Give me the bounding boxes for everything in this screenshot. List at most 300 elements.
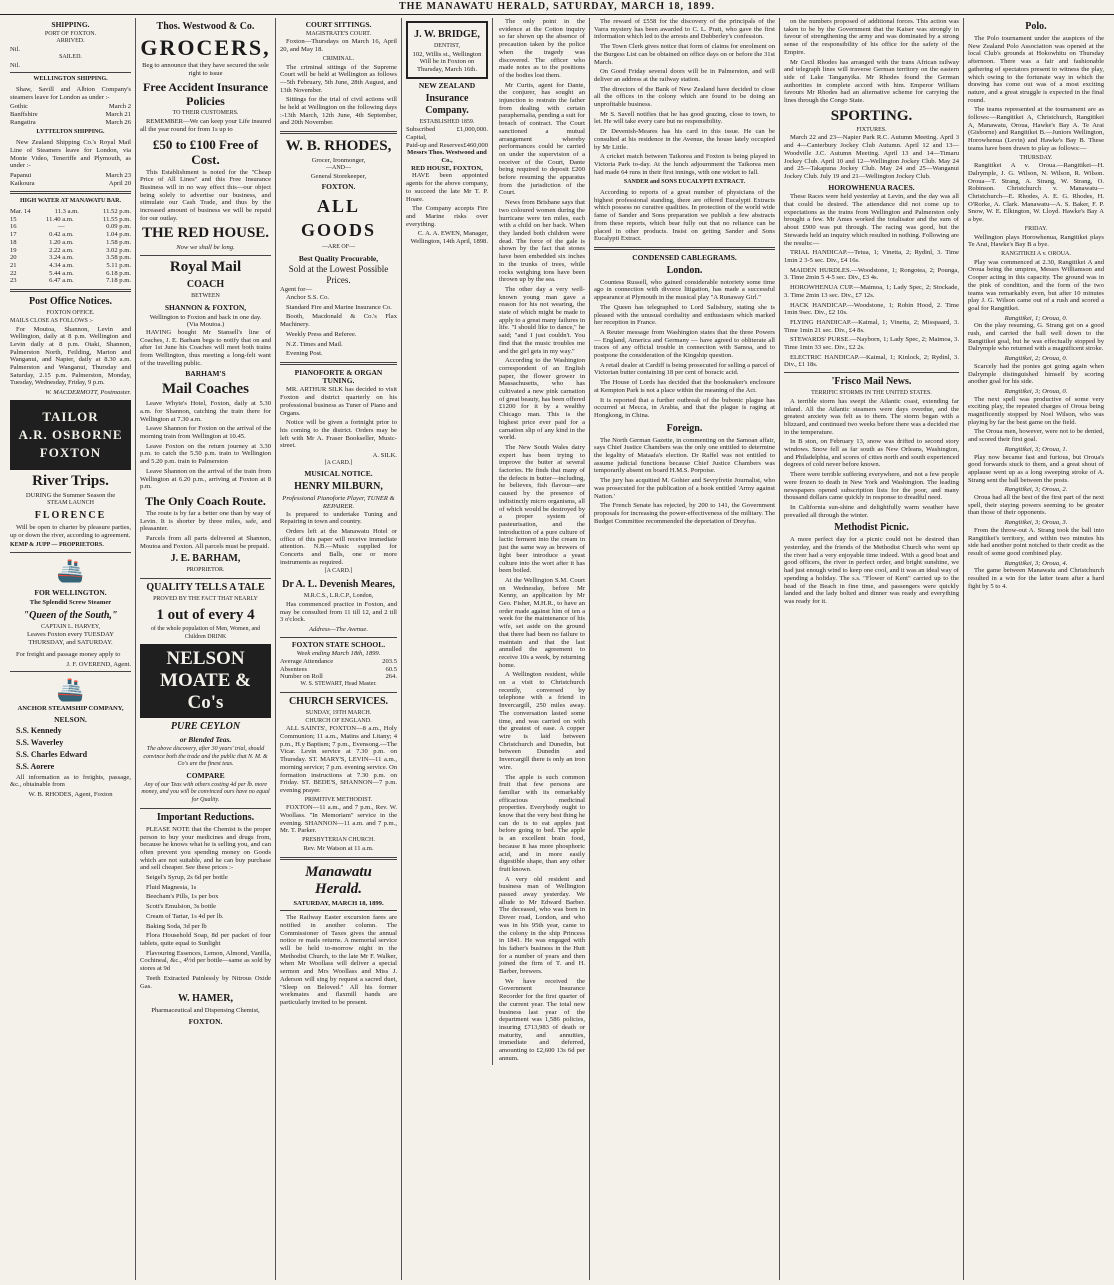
table-row (10, 277, 131, 285)
royal-mail-heading: Royal Mail (169, 259, 242, 276)
score-paragraph: The next spell was productive of some very exciting play, the repeated charges of Oroua being magnificently stopped by Noel Wilson, who was playing by far the best game on the field. (968, 395, 1104, 426)
horowhenua-text: These Races were held yesterday at Levin, and the day was all that could be desired. The attendance did not come up to expectations as the trains from Wellington and Palmerston only brought a few. Mr Ames worked the totalisator and the sum of about £900 was put through. The racing was good, but the Stewards held an inquiry which resulted in nothing. Following are the results:— (784, 193, 959, 247)
post-office-heading: Post Office Notices. (28, 296, 113, 308)
agent-for: Agent for— (280, 286, 313, 294)
postmaster: W. MACDERMOTT, Postmaster. (45, 389, 131, 397)
table-cell: 16 (10, 223, 17, 231)
establishment-text: This Establishment is noted for the "Cheap Price of All Lines" and this Free Insurance Business will in no way effect this—our object being solely to advertise our business, and stimulate our Cash Trade, and thus by the increased amount of business we will be repaid for our outlay. (140, 168, 271, 222)
table-row (10, 119, 131, 127)
list-item: Dr Devenish-Meares has his card in this issue. He can be consulted at his residence in the Avenue, the house lately occupied by Mr Little. (594, 128, 775, 151)
mail-coaches-text-3: Leave Foxton on the return journey at 3.30 p.m. to catch the 5.50 p.m. train to Wellington and 5.20 p.m. train to Palmerston (140, 442, 271, 466)
column-7 (964, 18, 1108, 1280)
thursday-text: Rangitikei A v. Oroua.—Rangitikei—H. Dalrymple, J. G. Wilson, N. Wilson, R. Wilson. Oroua—T. Strang, A. Strang, W. Strang, O. Robinson. Christchurch v. Manawatu—Christchurch—E. Rhodes, A. E. G. Rhodes, H. O'Rorke, A. Clark. Manawatu—A. S. Baker, F. P. Snow, W. E. Elkington, W. Lloyd. Hawke's Bay A a bye. (968, 162, 1104, 224)
river-trips-text: DURING the Summer Season the (25, 491, 116, 499)
please-note-text: PLEASE NOTE that the Chemist is the proper person to buy your medicines and drugs from, because he knows what he is selling you, and can often prevent you spending money on Goods which are not suitable, and he can buy purchase and sell cheaper. See these prices :- (140, 825, 271, 872)
westwood-firm: Thos. Westwood & Co. (156, 21, 255, 32)
frisco-heading: 'Frisco Mail News. (831, 376, 912, 388)
wellington-shipping-list (10, 103, 131, 126)
list-item: A retail dealer at Cardiff is being prosecuted for selling a parcel of Victorian butter containing 18 per cent of boracic acid. (594, 361, 775, 377)
column-4 (402, 18, 590, 1280)
list-item: There were terrible suffering everywhere, and not a few people were frozen to death in New York and Washington. The leading newspapers opened subscription lists for the poor, and many thousand dollars came quickly in response to dreadful need. (784, 471, 959, 502)
fixtures-heading: FIXTURES. (856, 126, 887, 133)
score-paragraph: Play now became fast and furious, but Oroua's good forwards stuck to them, and a great shout of applause went up as a long sweeping stroke of A. Strang sent the ball between the posts. (968, 453, 1104, 484)
masthead: THE MANAWATU HERALD, SATURDAY, MARCH 18, 1899. (0, 0, 1114, 15)
grocers-heading: GROCERS, (140, 35, 271, 60)
column-6 (780, 18, 964, 1280)
kemp-jupp: KEMP & JUPP — PROPRIETORS. (10, 541, 104, 548)
table-row (10, 247, 131, 255)
list-item: In California sun-shine and delightfully warm weather have prevailed all through the winter. (784, 503, 959, 519)
compare-text: Any of our Teas with others costing 4d per lb. more money, and you will be convinced ours have no equal for Quality. (141, 781, 270, 804)
devenish-address: Address—The Avenue. (309, 625, 368, 633)
list-item: The only point in the evidence at the Cotton inquiry so far shown up the absence of precaution taken by the police when the tragedy was discovered. The officer who made notes as to the positions of the bodies lost them. (499, 18, 585, 79)
table-cell: Gothic (10, 103, 28, 111)
sailed-heading: SAILED. (59, 53, 82, 60)
between-label: BETWEEN (191, 293, 220, 300)
insurance-amount: £50 to £100 Free of Cost. (152, 136, 259, 167)
chemist-role: Pharmaceutical and Dispensing Chemist, (151, 1007, 260, 1015)
tea-text: The above discovery, after 30 years' trial, should convince both the trade and the public that N. M. & Co's are the finest teas. (143, 745, 268, 768)
silk-signature: A. SILK. (372, 452, 397, 460)
newspaper-page (6, 18, 1108, 1280)
table-cell: 0.09 p.m. (106, 223, 131, 231)
piano-heading: PIANOFORTE & ORGAN TUNING. (294, 367, 383, 385)
frisco-news (784, 398, 959, 520)
table-row (10, 254, 131, 262)
established: ESTABLISHED 1859. (419, 118, 475, 125)
table-cell: April 20 (108, 179, 131, 187)
list-item: STEWARDS' PURSE.—Nayborn, 1; Lady Spec, 2; Maimoa, 3. Time 1min 33 sec. Div., £2 2s. (784, 336, 959, 352)
mail-coaches-text-2: Leave Shannon for Foxton on the arrival of the morning train from Wellington at 10.45. (140, 425, 271, 440)
herald-heading: Manawatu Herald. (305, 863, 372, 897)
list-item: HOROWHENUA CUP.—Maimoa, 1; Lady Spec, 2; Stockade, 3. Time 2min 13 sec. Div., £7 12s. (784, 284, 959, 299)
mail-coaches-text-4: Leave Shannon on the arrival of the train from Wellington at 6.20 p.m., arriving at Foxton at 8 p.m. (140, 467, 271, 491)
list-item: The jury has acquitted M. Gohier and Sevryfretie Journalist, who was prosecuted for the publication of a book entitled 'Army against Nation.' (594, 477, 775, 500)
free-accident-heading: Free Accident Insurance Policies (142, 80, 269, 109)
school-week: Week ending March 18th, 1899. (296, 650, 381, 658)
list-item: Booth, Macdonald & Co.'s Flax Machinery. (280, 313, 397, 329)
polo-heading: Polo. (1025, 21, 1047, 32)
london-news (594, 279, 775, 420)
sittings-text: Sittings for the trial of civil actions will be held at Wellington on the following days :-13th March, 12th June, 4th September, and 20th November. (280, 96, 397, 127)
table-row (10, 208, 131, 216)
school-heading: FOXTON STATE SCHOOL. (291, 639, 386, 649)
friday-text: Wellington plays Horowhenua, Rangitikei plays Te Arai, Hawke's Bay B a bye. (968, 233, 1104, 249)
table-row (10, 180, 131, 188)
score-line: Rangitikei, 3; Oroua, 2. (1004, 486, 1068, 494)
barham-proprietor: PROPRIETOR. (186, 567, 225, 574)
having-text: HAVING bought Mr Stansell's line of Coaches, J. E. Barham begs to notify that on and after 1st June his Coaches will meet both trains from Wellington, thus meeting a long-felt want of the travelling public. (140, 328, 271, 367)
score-line: Rangitikei, 1; Oroua, 0. (1004, 314, 1068, 322)
table-cell: 203.5 (382, 658, 397, 666)
capital-table (406, 126, 488, 149)
table-row (10, 270, 131, 278)
table-row (10, 262, 131, 270)
rvo-heading: RANGITIKEI A v. OROUA. (1001, 250, 1071, 257)
london-heading: London. (666, 264, 703, 276)
steam-launch: STEAM LAUNCH (47, 499, 94, 506)
primitive-heading: PRIMITIVE METHODIST. (304, 796, 373, 803)
devenish-name: Dr A. L. Devenish Meares, (282, 579, 395, 591)
list-item: It is reported that a further outbreak of the bubonic plague has occurred at Mecca, in Arabia, and that the plague is raging at Hongkong, in China. (594, 396, 775, 419)
leaves-text: Leaves Foxton every TUESDAY THURSDAY, and SATURDAY. (27, 631, 114, 647)
lyttelton-shipping-text: New Zealand Shipping Co.'s Royal Mail Line of Steamers leave for London, via Monte Video, Teneriffe and Plymouth, as under :- (10, 139, 131, 170)
column-5 (590, 18, 780, 1280)
sporting-heading: SPORTING. (830, 107, 913, 124)
milburn-text: Is prepared to undertake Tuning and Repairing in town and country. (280, 510, 397, 526)
list-item: Cream of Tartar, 1s 4d per lb. (146, 912, 224, 920)
table-cell: Subscribed Capital, (406, 126, 436, 141)
column-5-news (594, 18, 775, 176)
table-cell: 19 (10, 246, 17, 254)
bridge-visit: Will be in Foxton on Thursday, March 16th. (416, 58, 477, 74)
table-row (280, 666, 397, 674)
race-results (784, 249, 959, 369)
list-item: Flora Household Soap, 8d per packet of four tablets, quite equal to Sunlight (140, 932, 271, 947)
wellington-shipping-text: Shaw, Savill and Albion Company's steamers leave for London as under :- (10, 85, 131, 101)
sanders-heading: SANDER and SONS EUCALYPTI EXTRACT. (623, 179, 746, 186)
court-sittings-heading: COURT SITTINGS. (305, 20, 372, 29)
table-cell: 15 (10, 215, 17, 223)
sanders-text: According to reports of a great number of physicians of the highest professional standing, there are offered Eucalypti Extracts which possess no curative qualities. In protection of the world wide fame of Sander and Sons preparation we publish a few abstracts from these reports, which bear fully out that no reliance can be placed in other products. Insist on getting Sander and Sons Eucalypti Extract. (594, 189, 775, 243)
florence: FLORENCE (34, 510, 107, 522)
list-item: The Town Clerk gives notice that form of claims for enrolment on the Burgess List can be obtained on office days on or before the 31st March. (594, 43, 775, 66)
milburn-role: Professional Pianoforte Player, TUNER & REPAIRER. (282, 495, 395, 510)
score-line: Rangitikei, 2; Oroua, 0. (1004, 355, 1068, 363)
table-cell: 5.44 a.m. (49, 269, 74, 277)
list-item: The North German Gazette, in commenting on the Samoan affair, says Chief Justice Chambers was the only one entitled to determine the legality of Mataafa's election. Dr Raffel was not entitled to assume judicial functions because Chief Justice Chambers was temporarily absent on board H.M.S. Porpoise. (594, 436, 775, 475)
list-item: The House of Lords has decided that the bookmaker's enclosure at Kempton Park is not a place within the meaning of the Act. (594, 379, 775, 394)
arrived-heading: ARRIVED. (56, 38, 85, 45)
column-4-news (499, 18, 585, 1065)
all-goods-heading: ALL GOODS (300, 195, 376, 240)
nelson-moate-logo: NELSON MOATE & Co's (140, 644, 271, 718)
coach-route-text: Wellington to Foxton and back in one day. (149, 313, 262, 321)
church-of-england: CHURCH OF ENGLAND. (305, 717, 372, 724)
coach-heading: COACH (186, 279, 225, 291)
criminal-heading: CRIMINAL. (322, 55, 355, 62)
river-trips-heading: River Trips. (32, 472, 109, 489)
foreign-heading: Foreign. (666, 422, 703, 434)
are-of: —ARE OF— (321, 243, 356, 250)
foreign-news (594, 437, 775, 526)
list-item: Beecham's Pills, 1s per box (146, 893, 219, 901)
list-item: S.S. Aorere (16, 761, 55, 771)
milburn-name: HENRY MILBURN, (294, 481, 383, 493)
list-item: MAIDEN HURDLES.—Woodstone, 1; Rongotea, 2; Pounga, 3. Time 2min 5 4-5 sec. Div., £3 4s. (784, 266, 959, 282)
agencies-list (280, 294, 397, 358)
sailed-nil: Nil. (10, 61, 21, 69)
attendance-table (280, 658, 397, 681)
table-cell: Absentees (280, 665, 308, 673)
red-house-slogan: Now we shall be long. (176, 244, 235, 252)
table-cell: Average Attendance (280, 658, 334, 666)
table-cell: 11.55 p.m. (103, 215, 131, 223)
red-house-foxton: RED HOUSE, FOXTON, (411, 164, 483, 172)
table-cell: Mar. 14 (10, 208, 31, 216)
table-cell: £1,000,000. (456, 126, 488, 134)
terrific-storms: TERRIFIC STORMS IN THE UNITED STATES. (811, 390, 932, 397)
table-cell: Rangatira (10, 118, 36, 126)
score-line: Rangitikei, 3; Oroua, 4. (1004, 559, 1068, 567)
table-row (10, 103, 131, 111)
teams-text: The teams represented at the tournament are as follows:—Rangitikei A, Christchurch, Rangitikei A, Manawatu, Oroua, Hawke's Bay A. Te Arai (Gisborne) and Rangitikei B.—Juniors Wellington, Horowhenua (Levin) and Hawke's Bay B. These teams have been drawn to play as follows:— (968, 106, 1104, 152)
list-item: At the Wellington S.M. Court on Wednesday, before Mr Kenny, an application by Mr Geo. Fisher, M.H.R., to have an order made against him of ten a week for the maintenance of his wife, set aside on the ground that there had been no failure to maintain and that the last annulled the agreement to receive 10s a week, by returning home. (499, 576, 585, 669)
card-label-2: [A CARD.] (324, 568, 353, 575)
list-item: N.Z. Times and Mail. (286, 340, 343, 348)
nz-insurance-label: NEW ZEALAND (418, 80, 476, 90)
score-line: Rangitikei, 3; Oroua, 1. (1004, 445, 1068, 453)
list-item: The French Senate has rejected, by 200 to 141, the Government proposals for increasing the power-effectiveness of the military. The Budget Committee recommended the deportation of Dreyfus. (594, 502, 775, 525)
overend-agent: J. F. OVEREND, Agent. (66, 660, 131, 668)
list-item: Baking Soda, 3d per lb (146, 922, 207, 930)
table-cell: March 26 (105, 118, 131, 126)
score-paragraph: Oroua had all the best of the first part of the next spell, their staying powers seeming to be greater than those of their opponents. (968, 494, 1104, 517)
for-wellington: FOR WELLINGTON. (34, 588, 107, 598)
table-row (10, 111, 131, 119)
table-row (10, 172, 131, 180)
table-cell: 7.18 p.m. (106, 277, 131, 285)
list-item: A very old resident and business man of Wellington passed away yesterday. We allude to Mr Edward Barber. The deceased, who was born in Dover road, London, and who was in his 95th year, came to the colony in the ship Princess in 1841. He was engaged with his father's business in the Hutt for a number of years and then joined the firm of T. and H. Barber, brewers. (499, 875, 585, 976)
remember-text: REMEMBER—We can keep your Life insured all the year round for from 1s up to (140, 118, 271, 133)
presbyterian-text: Rev. Mr Watson at 11 a.m. (303, 844, 374, 852)
list-item: Flavouring Essences, Lemon, Almond, Vanilla, Cochineal, &c., 4½d per bottle—same as sold by stores at 9d (140, 949, 271, 973)
barhams-label: BARHAM'S (185, 369, 226, 379)
rhodes-general: General Storekeeper, (310, 172, 367, 180)
pure-ceylon: PURE CEYLON (170, 721, 241, 733)
table-cell: 1.20 a.m. (49, 238, 74, 246)
shipping-heading: SHIPPING. (51, 20, 90, 29)
port-heading: PORT OF FOXTON. (44, 30, 97, 37)
table-row (10, 231, 131, 239)
horowhenua-heading: HOROWHENUA RACES. (828, 182, 915, 192)
table-cell: Banffshire (10, 111, 38, 119)
freight-text: For freight and passage money apply to (16, 650, 121, 658)
table-cell: 1.04 p.m. (106, 231, 131, 239)
piano-text-2: Notice will be given a fortnight prior to his coming to the district. Orders may be left with Mr A. Fraser Bookseller, Music-street. (280, 419, 397, 450)
splendid-steamer: The Splendid Screw Steamer (29, 599, 112, 607)
list-item: Countess Russell, who gained considerable notoriety some time ago in connection with divorce litigation, has made a successful appearance at Plymouth in the musical play "A Runaway Girl." (594, 278, 775, 302)
score-line: Rangitikei, 3; Oroua, 3. (1004, 519, 1068, 527)
quality-heading: QUALITY TELLS A TALE (146, 582, 265, 594)
table-cell: 0.42 a.m. (49, 231, 74, 239)
picnic-text: A more perfect day for a picnic could not be desired than yesterday, and the friends of the Methodist Church who went up the river had a very enjoyable time indeed. With a good boat and good officers, the river in perfect order, and bright sunshine, we had just enough wind to keep one cool, and it was an ideal way of spending a holiday. The s.s. "Flower of Kent" carried up to the head of the Beach in fine time, and passengers were quickly landed and the lady bolted and dinner was ready and everything was ready for it. (784, 536, 959, 605)
lowest-prices: Sold at the Lowest Possible Prices. (288, 264, 389, 286)
tailor-advert (10, 400, 131, 470)
tailor-line-3: FOXTON (39, 444, 102, 460)
list-item: News from Brisbane says that two coloured women during the hurricane were ten miles, each with a child on her back. When they landed both children were dead. The force of the gale is shown by the fact that stones have been embedded six inches in the trunks of trees, while rocks weighing tons have been thrown up by the sea. (499, 199, 585, 284)
devenish-title: M.R.C.S., L.R.C.P., London, (303, 593, 374, 600)
table-cell: 22 (10, 269, 17, 277)
list-item: HACK HANDICAP.—Woodstone, 1; Robin Hood, 2. Time 1min 9sec. Div., £2 10s. (784, 301, 959, 317)
church-sunday: SUNDAY, 19TH MARCH. (305, 709, 372, 716)
table-cell: 17 (10, 231, 17, 239)
list-item: We have received the Government Insurance Recorder for the first quarter of the current year. The total new business last year of the department was 1,586 policies, insuring £713,983 of death or maturity, and annuities, immediate and deferred, amounting to £2,600 13s 6d per annum. (499, 977, 585, 1062)
milburn-text-2: Orders left at the Manawatu Hotel or office of this paper will receive immediate attention. N.B.—Music supplied for Concerts and Balls, one or more instruments as required. (280, 527, 397, 566)
list-item: A Wellington resident, while on a visit to Christchurch recently, conversed by telephone with a friend in Invercargill, 250 miles away. The conversation lasted some time, and was carried on with the greatest of ease. A copper wire is laid between Christchurch and Dunedin, but between Dunedin and Invercargill there is only an iron wire. (499, 671, 585, 771)
polo-text: The Polo tournament under the auspices of the New Zealand Polo Association was opened at the local Club's grounds at Hokowhitu on Thursday afternoon. There was a fair and fashionable gathering of spectators present to witness the play, which owing to the fortunate way in which the drawing has come out was of a most exciting nature, and a great struggle is expected in the final round. (968, 35, 1104, 104)
messrs-westwood: Messrs Thos. Westwood and Co., (407, 149, 487, 165)
polo-play-by-play (968, 315, 1104, 568)
bridge-dentist: DENTIST, (433, 43, 461, 49)
barham-name: J. E. BARHAM, (170, 553, 241, 565)
score-paragraph: On the play resuming, G. Strang got on a good rush, and carried the ball well down to the Rangitikei goal, but he was effectually stopped by Dalrymple who returned with a magnificent stroke. (968, 322, 1104, 353)
rhodes-and: —AND— (326, 164, 351, 171)
magistrates-court: MAGISTRATE'S COURT. (306, 30, 371, 37)
table-cell: Number on Roll (280, 673, 323, 681)
queen-of-the-south: "Queen of the South," (23, 609, 118, 621)
table-row (10, 239, 131, 247)
coach-route: SHANNON & FOXTON, (164, 302, 247, 312)
list-item: Scott's Emulsion, 3s bottle (146, 903, 217, 911)
mail-coaches-text-1: Leave Whyte's Hotel, Foxton, daily at 5.30 a.m. for Shannon, catching the train there for Wellington at 7.30 a.m. (140, 400, 271, 423)
anchor-text: All information as to freights, passage, &c., obtainable from (10, 773, 131, 789)
lyttelton-shipping-list (10, 172, 131, 187)
table-row (280, 673, 397, 681)
red-house-heading: THE RED HOUSE. (141, 225, 270, 242)
table-cell: March 23 (105, 171, 131, 179)
musical-notice: MUSICAL NOTICE. (304, 469, 373, 479)
list-item: TRIAL HANDICAP.—Tetua, 1; Vinetta, 2; Rydinl, 3. Time 1min 2 3-5 sec. Div., £4 16s. (784, 249, 959, 264)
anchor-nelson: NELSON. (54, 714, 87, 724)
list-item: Mr Curtis, agent for Dante, the conjurer, has sought an injunction to restrain the father from dealing with certain paraphernalia, pending a suit for breach of contract. The Court sanctioned a mutual arrangement whereby performances could be carried on under the supervision of a receiver of the Court, Dante being required to deposit £200 before resuming the apparatus from the jurisdiction of the Court. (499, 81, 585, 197)
post-office-text: For Moutoa, Shannon, Levin and Wellington, daily at 8 p.m. Wellington and Levin daily at 8 p.m. Otaki, Shannon, Palmerston North, Feilding, Marton and Wanganui, and Napier, daily at 8.30 a.m. Palmerston and Wanganui, Thursday and Saturday, 2.15 p.m. Palmerston, Monday, Tuesday, Wednesday, Friday, 9 p.m. (10, 325, 131, 387)
list-item: on the numbers proposed of additional forces. This action was taken to be by the Government that the Kaiser was strongly in favour of strengthening the army and was dominated by a strong sense of the responsibility of his office for the safety of the Empire. (784, 18, 959, 56)
list-item: According to the Washington correspondent of an English paper, the flower grower in Massachusetts, who has cultivated a new pink carnation of great beauty, has been offered £1200 for it by a wealthy Chicago man. This is the highest price ever paid for a carnation slip of any kind in the world. (499, 357, 585, 442)
list-item: A cricket match between Taikorea and Foxton is being played in Victoria Park to-day. At the lunch adjournment the Taikorea men had made 64 runs in their first innings, with one wicket to fall. (594, 153, 775, 176)
column-3 (276, 18, 402, 1280)
bridge-address: 102, Willis st., Wellington (412, 50, 482, 58)
list-item: S.S. Kennedy (16, 725, 62, 735)
tailor-line-1: TAILOR (42, 408, 99, 424)
table-cell: £460,000 (463, 141, 488, 149)
list-item: In B ston, on February 13, snow was drifted to second story windows. Snow fell as far south as New Orleans, Washington, and Philadelphia, and scores of cities north and south experienced degrees of cold never before known. (784, 438, 959, 469)
table-cell: March 2 (108, 103, 131, 111)
table-row (10, 223, 131, 231)
proved-text: PROVED BY THE FACT THAT NEARLY (153, 596, 258, 603)
list-item: Weekly Press and Referee. (286, 330, 357, 338)
post-office-office: FOXTON OFFICE. (46, 310, 95, 317)
list-item: Standard Fire and Marine Insurance Co. (286, 303, 392, 311)
have-text: HAVE been appointed agents for the above company, to succeed the late Mr T. P. Hoare. (406, 172, 488, 203)
rhodes-agent: W. B. RHODES, Agent, Foxton (28, 791, 113, 799)
table-cell: 18 (10, 238, 17, 246)
table-cell: 6.47 a.m. (49, 277, 74, 285)
list-item: S.S. Charles Edward (16, 749, 88, 759)
primitive-text: FOXTON—11 a.m., and 7 p.m., Rev. W. Woollass. "In Memoriam" service in the evening. SHANNON—11 a.m. and 7 p.m., Mr. T. Parker. (280, 804, 397, 835)
rhodes-trades: Grocer, Ironmonger, (311, 157, 366, 165)
list-item: On Good Friday several doors will be in Palmerston, and will deliver an address at the railway station. (594, 68, 775, 83)
list-item: Mr S. Savell notifies that he has good grazing, close to town, to let. He will take every care but no responsibility. (594, 110, 775, 126)
steamship-icon-2: 🚢 (56, 677, 85, 703)
blended-teas: or Blended Teas. (179, 735, 232, 745)
rvo-text: Play was commenced at 2.30, Rangitikei A and Oroua being the umpires, Messrs Williamson and Cooper acting in this capacity. The ground was in the pink of condition, and the form of the two teams was remarkably even, but after 10 minutes play J. G. Wilson came out of a rush and scored a goal for Rangitikei. (968, 258, 1104, 312)
table-cell: 60.5 (385, 665, 397, 673)
church-services-heading: CHURCH SERVICES. (288, 695, 389, 707)
price-list (140, 874, 271, 990)
list-item: Seigel's Syrup, 2s 6d per bottle (146, 874, 228, 882)
important-reductions-heading: Important Reductions. (156, 811, 255, 823)
list-item: Mr Cecil Rhodes has arranged with the trans African railway and telegraph lines will traverse German territory on the eastern side of Lake Tanganyika. Mr Rhodes found the German authorities in complete accord with him. Emperor William favours Mr Rhodes had an alternative scheme for carrying the lines through the Congo State. (784, 58, 959, 105)
to-customers: TO THEIR CUSTOMERS. (172, 110, 239, 117)
table-cell: 11.52 p.m. (103, 208, 131, 216)
table-cell: 1.58 p.m. (106, 238, 131, 246)
table-row (406, 142, 488, 150)
card-label: [A CARD.] (324, 459, 353, 466)
wellington-shipping-heading: WELLINGTON SHIPPING. (33, 76, 108, 83)
table-cell: 3.24 a.m. (49, 254, 74, 262)
devenish-text: Has commenced practice in Foxton, and may be consulted from 11 till 12, and 2 till 3 o'clock. (280, 600, 397, 624)
list-item: The Queen has telegraphed to Lord Salisbury, stating she is pleased with the unusual cordiality and enthusiasm which marked her reception in France. (594, 303, 775, 327)
parcels-text: Parcels from all parts delivered at Shannon, Moutoa and Foxton. All parcels must be prepaid. (140, 535, 271, 550)
table-cell: 23 (10, 277, 17, 285)
herald-text: The Railway Easter excursion fares are notified in another column. The Commissioner of Taxes gives the annual notice re mails returns. A memorial service will be held to-morrow night in the Methodist Church, to the late Mr F. Walker, when Mr Woollass will deliver a special sermon and Mrs Woollass and Miss J. Aderson will sing by request a sacred duet, "Sleep on Beloved." All his former workmates and flaxmill hands are particularly invited to be present. (280, 914, 397, 1006)
rhodes-heading: W. B. RHODES, (285, 138, 392, 155)
steamship-icon: 🚢 (56, 558, 85, 584)
lyttelton-shipping-heading: LYTTELTON SHIPPING. (36, 129, 105, 136)
table-cell: Kaikoura (10, 179, 35, 187)
table-cell: Paid-up and Reserves (406, 141, 464, 149)
via-moutoa: (Via Moutoa.) (186, 321, 225, 329)
list-item: The New South Wales dairy expert has been trying to improve the butter at several factories. He finds that many of the defects in butter—including, he believes, fish flavour—are caused by the presence of indistinctly micro organisms, all of which would be destroyed by a proper system of pasteurisation, and the introduction of a pure culture of lactic ferment into the cream in just the same way as brewers of light beer introduce a yeast culture into the wort after it has been boiled. (499, 443, 585, 575)
list-item: A terrible storm has swept the Atlantic coast, extending far inland. All the Atlantic steamers were days overdue, and the greatest anxiety was felt as to them. The storm began with a blizzard, and continued two weeks before there was a decided rise in the temperature. (784, 397, 959, 436)
mail-coaches-heading: Mail Coaches (161, 381, 250, 398)
table-cell: 6.18 p.m. (106, 269, 131, 277)
list-item: Fluid Magnesia, 1s (146, 883, 197, 891)
compare-heading: COMPARE (186, 771, 225, 781)
only-coach-text: The route is by far a better one than by way of Levin. It is shorter by three miles, safe, and pleasanter. (140, 509, 271, 533)
column-4-ads (406, 18, 493, 1065)
list-item: Evening Post. (286, 350, 323, 358)
list-item: The directors of the Bank of New Zealand have decided to close all the offices in the colony which are found to be doing an unprofitable business. (594, 85, 775, 109)
table-cell: Papanui (10, 171, 32, 179)
table-cell: 4.34 a.m. (49, 261, 74, 269)
ewen-signature: C. A. A. EWEN, Manager, Wellington, 14th April, 1898. (410, 230, 488, 246)
column-2 (136, 18, 276, 1280)
criminal-text: The criminal sittings of the Supreme Court will be held at Wellington as follows—5th February, 5th June, 28th August, and 13th November. (280, 63, 397, 94)
tailor-line-2: A.R. OSBORNE (18, 426, 123, 442)
only-coach-heading: The Only Coach Route. (145, 493, 266, 508)
captain: CAPTAIN L. HARVEY, (41, 623, 100, 630)
table-cell: March 21 (105, 111, 131, 119)
game-result-text: The game between Manawatu and Christchurch resulted in a win for the latter team after a hard fight by 5 to 4. (968, 567, 1104, 590)
best-quality: Best Quality Procurable, (298, 253, 379, 263)
rhodes-foxton: FOXTON. (321, 182, 356, 192)
list-item: The apple is such common fruit that few persons are familiar with its remarkably efficacious medicinal properties. Everybody ought to know that the very best thing he can do is to eat apples just before going to bed. The apple is an excellent brain food, because it has more phosphoric acid, and in more easily digestible shape, than any other fruit known. (499, 773, 585, 873)
list-item: FLYING HANDICAP.—Kaimal, 1; Vinetta, 2; Misspaard, 3. Time 1min 21 sec. Div., £4 8s. (784, 318, 959, 334)
florence-text: Will be open to charter by pleasure parties, up or down the river, according to agreement. (10, 524, 131, 539)
company-text: The Company accepts Fire and Marine risks over everything. (406, 205, 488, 228)
picnic-heading: Methodist Picnic. (834, 522, 909, 534)
list-item: ELECTRIC HANDICAP.—Kaimal, 1; Kinlock, 2; Rydinl, 3. Div., £1 18s. (784, 353, 959, 369)
anchor-ships (10, 726, 131, 772)
table-cell: 5.11 p.m. (106, 261, 131, 269)
list-item: S.S. Waverley (16, 737, 64, 747)
list-item: The reward of £558 for the discovery of the principals of the Varra mystery has been awarded to C. L. Pratt, who gave the first information which led to the arrests and Dubberley's confession. (594, 18, 775, 41)
piano-text: MR. ARTHUR SILK has decided to visit Foxton and district quarterly on his professional business as Tuner of Piano and Organs. (280, 386, 397, 417)
table-cell: 11.3 a.m. (54, 208, 79, 216)
out-of-every: 1 out of every 4 (156, 606, 255, 623)
score-paragraph: From the throw-out A. Strang took the ball into Rangitikei's territory, and within two minutes his side had another point notched to their credit as the result of some good combined play. (968, 526, 1104, 557)
table-cell: 20 (10, 254, 17, 262)
column-6-news (784, 18, 959, 105)
list-item: The other day a very well-known young man gave a reason for his not wearing, the state of which might be made to apply to a great many failures in life. "I should like to dance," he said; "and I just couldn't. You find that the music troubles me and the girl gets in my way." (499, 285, 585, 355)
presbyterian-heading: PRESBYTERIAN CHURCH. (302, 837, 375, 844)
high-water-heading: HIGH WATER AT MANAWATU BAR. (20, 198, 121, 205)
table-row (10, 216, 131, 224)
anchor-company: ANCHOR STEAMSHIP COMPANY, (17, 705, 124, 713)
list-item: A Reuter message from Washington states that the three Powers — England, America and Germany — have agreed to obliterate all traces of any official trouble in connection with Samoa, and to postpone the consideration of the Kingship question. (594, 328, 775, 360)
